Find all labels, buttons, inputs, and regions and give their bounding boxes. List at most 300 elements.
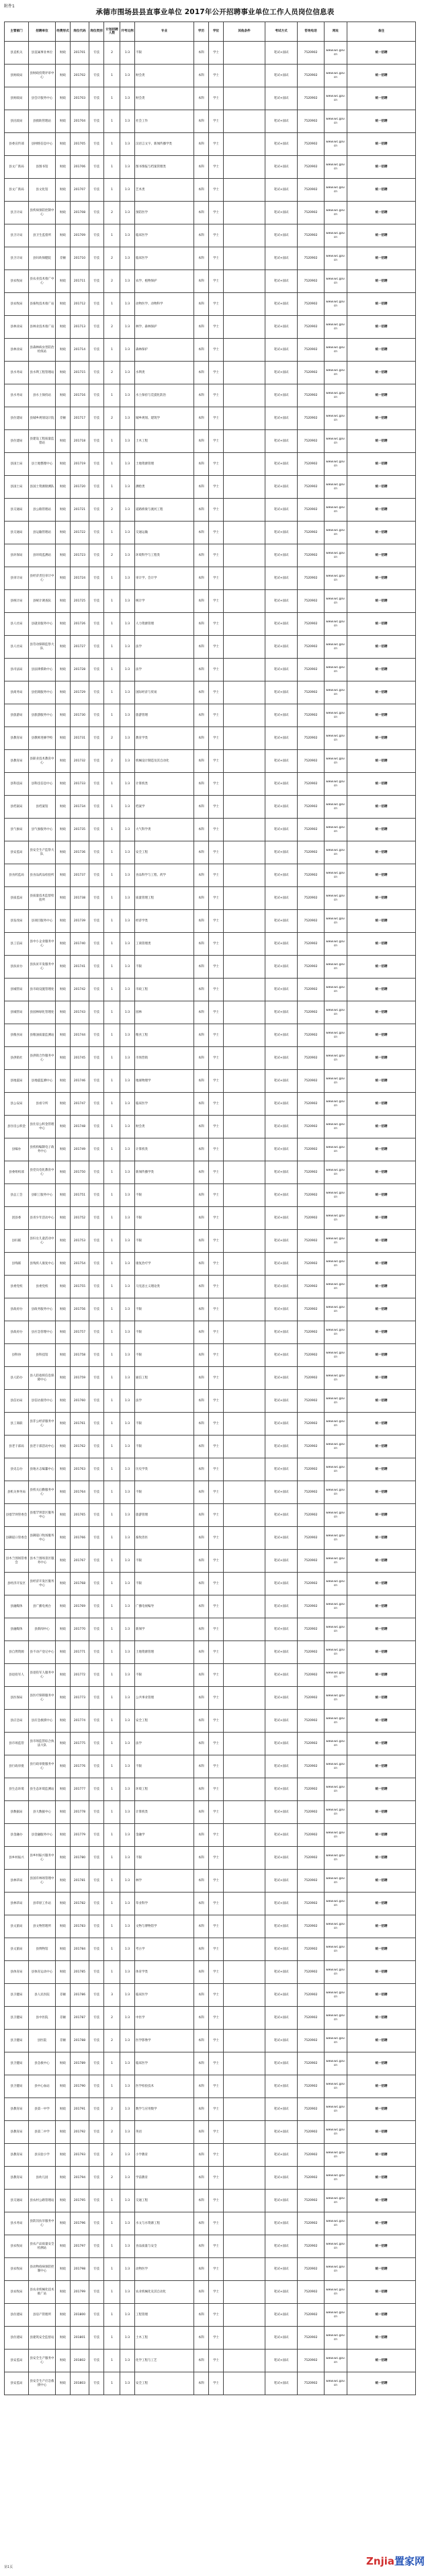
table-cell: 差额 xyxy=(56,407,71,430)
table-cell: 1 xyxy=(104,1961,120,1984)
table-row xyxy=(5,1230,416,1253)
table-cell: 1:3 xyxy=(120,1367,135,1390)
table-cell: 本科 xyxy=(194,384,209,407)
table-cell: 统一招聘 xyxy=(347,2167,416,2190)
table-cell: 学士 xyxy=(209,42,224,65)
table-cell: 学士 xyxy=(209,2258,224,2281)
table-cell xyxy=(224,522,265,544)
table-cell: 专技 xyxy=(89,42,104,65)
table-cell: 1:3 xyxy=(120,1344,135,1367)
table-cell: 本科 xyxy=(194,933,209,956)
table-cell: 财政 xyxy=(56,1664,71,1687)
table-cell: 县人社局 xyxy=(5,636,29,659)
table-cell: 1 xyxy=(104,1436,120,1458)
table-cell: 专技 xyxy=(89,1390,104,1413)
table-cell: 1:3 xyxy=(120,1184,135,1207)
table-cell: 201768 xyxy=(71,1573,89,1595)
table-cell: 县质量技术监督检验所 xyxy=(29,887,56,910)
table-cell: 统一招聘 xyxy=(347,87,416,110)
table-cell: 本科 xyxy=(194,750,209,773)
column-header: 学历 xyxy=(194,22,209,42)
table-cell: 财政 xyxy=(56,2098,71,2121)
table-cell: 7520902 xyxy=(298,2144,325,2167)
table-cell: 财政 xyxy=(56,1253,71,1276)
table-row xyxy=(5,2372,416,2395)
table-cell: 学士 xyxy=(209,1550,224,1573)
table-cell: 本科 xyxy=(194,293,209,316)
table-cell xyxy=(224,681,265,704)
table-cell: 统一招聘 xyxy=(347,1161,416,1184)
table-cell: 专技 xyxy=(89,567,104,590)
table-cell: 7520902 xyxy=(298,1550,325,1573)
table-cell: 7520902 xyxy=(298,1893,325,1915)
table-cell: 马克思主义理论类 xyxy=(135,1276,194,1298)
table-row xyxy=(5,133,416,156)
table-cell: 1:3 xyxy=(120,1024,135,1047)
table-cell: 县职工服务中心 xyxy=(29,1184,56,1207)
table-cell: 本科 xyxy=(194,1527,209,1550)
table-cell: 笔试+面试 xyxy=(265,430,298,453)
table-cell: 学士 xyxy=(209,247,224,270)
table-cell: 粮食工程 xyxy=(135,1024,194,1047)
table-cell: 1:3 xyxy=(120,1138,135,1161)
table-row xyxy=(5,2212,416,2235)
table-cell: 1:3 xyxy=(120,750,135,773)
table-cell: 专技 xyxy=(89,1801,104,1824)
table-cell: 1 xyxy=(104,1207,120,1230)
table-cell: 1:3 xyxy=(120,1915,135,1938)
table-cell xyxy=(224,1047,265,1070)
table-cell: 学士 xyxy=(209,270,224,293)
table-cell: 笔试+面试 xyxy=(265,1847,298,1870)
table-cell: 1 xyxy=(104,956,120,979)
table-row xyxy=(5,636,416,659)
table-cell xyxy=(224,1298,265,1321)
attachment-label: 附件1 xyxy=(4,4,15,9)
table-cell: 1:3 xyxy=(120,1458,135,1481)
table-row xyxy=(5,590,416,613)
table-cell: 7520902 xyxy=(298,522,325,544)
table-cell: 学士 xyxy=(209,1915,224,1938)
table-cell: 201751 xyxy=(71,1184,89,1207)
table-cell: 县安监局 xyxy=(5,841,29,864)
table-row xyxy=(5,887,416,910)
table-cell xyxy=(224,1801,265,1824)
table-cell: 专技 xyxy=(89,2098,104,2121)
table-cell: 专技 xyxy=(89,1961,104,1984)
table-cell: www.wc.gov.cn xyxy=(325,384,347,407)
table-cell: 学士 xyxy=(209,2190,224,2212)
table-cell: www.wc.gov.cn xyxy=(325,819,347,841)
table-cell: 统一招聘 xyxy=(347,1664,416,1687)
table-cell: 201762 xyxy=(71,1436,89,1458)
table-row xyxy=(5,1824,416,1847)
table-row xyxy=(5,1710,416,1733)
table-cell: 1:3 xyxy=(120,590,135,613)
table-cell: 统一招聘 xyxy=(347,1641,416,1664)
table-cell: 7520902 xyxy=(298,1915,325,1938)
table-row xyxy=(5,384,416,407)
table-cell: 财政 xyxy=(56,1573,71,1595)
table-cell: 1:3 xyxy=(120,1847,135,1870)
table-cell: 7520902 xyxy=(298,1573,325,1595)
table-cell: 统一招聘 xyxy=(347,1847,416,1870)
table-cell: 1 xyxy=(104,1938,120,1961)
table-cell: 201724 xyxy=(71,567,89,590)
table-cell: 7520902 xyxy=(298,2098,325,2121)
table-cell: 学士 xyxy=(209,1390,224,1413)
table-cell: 学士 xyxy=(209,681,224,704)
table-cell: 1 xyxy=(104,2281,120,2304)
table-cell: 统一招聘 xyxy=(347,1801,416,1824)
table-cell: 县人防指挥信息保障中心 xyxy=(29,1367,56,1390)
table-cell: 财政 xyxy=(56,1687,71,1710)
table-cell: 财政 xyxy=(56,522,71,544)
table-cell xyxy=(224,87,265,110)
table-cell xyxy=(224,1847,265,1870)
table-cell: 县动物疫病预防控制中心 xyxy=(29,2258,56,2281)
table-cell xyxy=(224,2007,265,2030)
table-cell: 2 xyxy=(104,407,120,430)
table-cell: www.wc.gov.cn xyxy=(325,681,347,704)
table-row xyxy=(5,864,416,887)
page-title: 承德市围场县县直事业单位 2017年公开招聘事业单位工作人员岗位信息表 xyxy=(95,8,335,16)
table-cell: 7520902 xyxy=(298,1778,325,1801)
table-cell: 7520902 xyxy=(298,1458,325,1481)
table-cell: 专技 xyxy=(89,1618,104,1641)
table-cell: 县公安局 xyxy=(5,1093,29,1116)
table-cell: 本科 xyxy=(194,1184,209,1207)
table-cell: 不限 xyxy=(135,1184,194,1207)
table-cell: 笔试+面试 xyxy=(265,2167,298,2190)
table-cell: 笔试+面试 xyxy=(265,1915,298,1938)
table-cell: 201735 xyxy=(71,819,89,841)
table-cell: 县农村公路管理站 xyxy=(29,2190,56,2212)
table-cell: 201777 xyxy=(71,1778,89,1801)
table-cell: 学士 xyxy=(209,476,224,499)
table-cell: 2 xyxy=(104,270,120,293)
table-cell: 本科 xyxy=(194,1595,209,1618)
table-cell: 不限 xyxy=(135,1573,194,1595)
table-cell: 2 xyxy=(104,2098,120,2121)
table-cell xyxy=(224,1664,265,1687)
table-cell: 1:3 xyxy=(120,567,135,590)
table-cell: 县退役军人 xyxy=(5,1664,29,1687)
table-cell: 笔试+面试 xyxy=(265,1595,298,1618)
table-cell: 统一招聘 xyxy=(347,1070,416,1093)
table-cell: 专技 xyxy=(89,1024,104,1047)
table-cell: www.wc.gov.cn xyxy=(325,613,347,636)
table-cell: 县科协 xyxy=(5,1344,29,1367)
table-cell: 县新闻中心 xyxy=(29,1618,56,1641)
table-cell: 专技 xyxy=(89,1870,104,1893)
table-cell: 学士 xyxy=(209,1001,224,1024)
table-cell: 财政 xyxy=(56,476,71,499)
table-cell: 7520902 xyxy=(298,1618,325,1641)
table-cell xyxy=(224,270,265,293)
table-cell: 本科 xyxy=(194,887,209,910)
table-cell: 1 xyxy=(104,1184,120,1207)
table-cell: 学士 xyxy=(209,1778,224,1801)
table-cell: 本科 xyxy=(194,796,209,819)
table-cell: 本科 xyxy=(194,773,209,796)
table-cell: 7520902 xyxy=(298,1230,325,1253)
table-cell: 统一招聘 xyxy=(347,933,416,956)
table-cell: 笔试+面试 xyxy=(265,1093,298,1116)
table-cell: 2 xyxy=(104,362,120,384)
table-cell: www.wc.gov.cn xyxy=(325,87,347,110)
table-cell: 县市场监管综合执法大队 xyxy=(29,1733,56,1755)
table-cell: 7520902 xyxy=(298,750,325,773)
table-cell: 本科 xyxy=(194,681,209,704)
table-cell: 机械设计制造及其自动化 xyxy=(135,750,194,773)
table-cell: www.wc.gov.cn xyxy=(325,1641,347,1664)
table-cell: 笔试+面试 xyxy=(265,2372,298,2395)
table-cell: 1 xyxy=(104,613,120,636)
table-cell: 专技 xyxy=(89,1276,104,1298)
table-cell: 7520902 xyxy=(298,110,325,133)
table-cell: 1:3 xyxy=(120,2098,135,2121)
table-cell: 1:3 xyxy=(120,87,135,110)
table-cell: 县商务局 xyxy=(5,681,29,704)
table-cell: 财政 xyxy=(56,1413,71,1436)
table-cell: 农业机械化及其自动化 xyxy=(135,2281,194,2304)
table-cell: 专技 xyxy=(89,384,104,407)
table-cell: 1 xyxy=(104,704,120,727)
table-cell: 市场营销 xyxy=(135,1047,194,1070)
table-cell xyxy=(224,316,265,339)
table-cell: 财政 xyxy=(56,1458,71,1481)
table-cell: 7520902 xyxy=(298,910,325,933)
table-cell: 1 xyxy=(104,2052,120,2075)
table-cell: 1 xyxy=(104,87,120,110)
table-cell: 财政 xyxy=(56,659,71,681)
table-cell: 专技 xyxy=(89,979,104,1001)
table-cell: www.wc.gov.cn xyxy=(325,1961,347,1984)
table-cell: 图书情报与档案管理类 xyxy=(135,156,194,179)
table-cell: 学士 xyxy=(209,1161,224,1184)
table-cell: 县旅游局 xyxy=(5,704,29,727)
table-cell: 统一招聘 xyxy=(347,1733,416,1755)
table-cell: 县民政局 xyxy=(5,110,29,133)
table-cell: 财政 xyxy=(56,567,71,590)
table-cell: 学士 xyxy=(209,2304,224,2327)
table-cell: 1 xyxy=(104,1915,120,1938)
table-cell xyxy=(224,1161,265,1184)
table-cell: 县住建局 xyxy=(5,407,29,430)
table-cell: 学士 xyxy=(209,1641,224,1664)
table-cell: 专技 xyxy=(89,750,104,773)
table-cell: 统一招聘 xyxy=(347,1938,416,1961)
table-cell: 县文广新局 xyxy=(5,179,29,202)
table-cell: 县政府办 xyxy=(5,1298,29,1321)
table-cell: 财政 xyxy=(56,133,71,156)
table-cell: 财政 xyxy=(56,270,71,293)
table-row xyxy=(5,156,416,179)
table-cell: 201728 xyxy=(71,659,89,681)
table-cell: 英语 xyxy=(135,2121,194,2144)
table-cell: 笔试+面试 xyxy=(265,956,298,979)
table-cell: 专技 xyxy=(89,1298,104,1321)
table-cell: 学士 xyxy=(209,2030,224,2052)
table-cell xyxy=(224,567,265,590)
table-cell: 中医学 xyxy=(135,2007,194,2030)
table-cell: 财政 xyxy=(56,2167,71,2190)
table-cell: 学士 xyxy=(209,2098,224,2121)
table-cell: 县人防办 xyxy=(5,1367,29,1390)
table-cell: 笔试+面试 xyxy=(265,1550,298,1573)
table-cell xyxy=(224,1481,265,1504)
table-cell: 财政 xyxy=(56,1710,71,1733)
table-cell: 7520902 xyxy=(298,293,325,316)
table-cell: 县扶贫开发服务中心 xyxy=(29,956,56,979)
table-cell: 笔试+面试 xyxy=(265,1641,298,1664)
table-cell: 县应急局 xyxy=(5,1710,29,1733)
table-cell: 1:3 xyxy=(120,1504,135,1527)
table-cell: 县森林病虫害防治检疫站 xyxy=(29,339,56,362)
table-cell: 统一招聘 xyxy=(347,681,416,704)
table-cell: 县急救中心 xyxy=(29,2052,56,2075)
table-cell: 7520902 xyxy=(298,1138,325,1161)
table-cell: 县卫生监督所 xyxy=(29,224,56,247)
table-cell xyxy=(224,659,265,681)
table-cell xyxy=(224,2235,265,2258)
table-cell: 县应急救援中心 xyxy=(29,1710,56,1733)
table-cell: 本科 xyxy=(194,42,209,65)
table-cell: 1 xyxy=(104,1367,120,1390)
table-cell xyxy=(224,1733,265,1755)
table-cell: 本科 xyxy=(194,2030,209,2052)
table-cell xyxy=(224,202,265,224)
table-cell: 笔试+面试 xyxy=(265,1413,298,1436)
table-cell: 1 xyxy=(104,1458,120,1481)
table-cell: 县文广新局 xyxy=(5,156,29,179)
table-cell xyxy=(224,1641,265,1664)
table-cell: 县工信局 xyxy=(5,933,29,956)
table-cell: 统一招聘 xyxy=(347,544,416,567)
table-cell: 201746 xyxy=(71,1070,89,1093)
table-cell: 专技 xyxy=(89,773,104,796)
table-cell: 县妇联 xyxy=(5,1230,29,1253)
table-row xyxy=(5,1321,416,1344)
table-cell: 201715 xyxy=(71,362,89,384)
table-cell: 县不动产登记中心 xyxy=(29,1641,56,1664)
table-cell: 县老干部活动中心 xyxy=(29,1436,56,1458)
table-cell: 201755 xyxy=(71,1276,89,1298)
table-cell: www.wc.gov.cn xyxy=(325,1138,347,1161)
table-cell: 201748 xyxy=(71,1116,89,1138)
table-cell: 笔试+面试 xyxy=(265,339,298,362)
table-cell: 7520902 xyxy=(298,613,325,636)
table-cell: 统一招聘 xyxy=(347,1344,416,1367)
table-cell: 专技 xyxy=(89,1047,104,1070)
table-cell xyxy=(224,1573,265,1595)
table-cell: 学士 xyxy=(209,1047,224,1070)
table-cell: 财政 xyxy=(56,704,71,727)
table-cell: www.wc.gov.cn xyxy=(325,1755,347,1778)
table-cell: 国际经济与贸易 xyxy=(135,681,194,704)
table-cell: 1 xyxy=(104,1481,120,1504)
table-cell: 县国有林场管理中心 xyxy=(29,1870,56,1893)
watermark-sub: 置家网 xyxy=(394,2555,425,2567)
table-cell: 201780 xyxy=(71,1847,89,1870)
table-cell: 笔试+面试 xyxy=(265,1001,298,1024)
table-cell: 201764 xyxy=(71,1481,89,1504)
table-cell: 县统计局 xyxy=(5,590,29,613)
table-cell: 县经济责任审计中心 xyxy=(29,567,56,590)
table-cell: 201736 xyxy=(71,841,89,864)
table-cell: 学士 xyxy=(209,2235,224,2258)
table-cell: 县教育局 xyxy=(5,727,29,750)
table-cell: 专技 xyxy=(89,476,104,499)
table-cell: www.wc.gov.cn xyxy=(325,1344,347,1367)
table-cell: 201730 xyxy=(71,704,89,727)
table-cell: 笔试+面试 xyxy=(265,1070,298,1093)
table-cell: 县塞罕坝管委会 xyxy=(5,1504,29,1527)
table-cell: www.wc.gov.cn xyxy=(325,1047,347,1070)
table-cell: 201779 xyxy=(71,1824,89,1847)
table-cell: 本科 xyxy=(194,247,209,270)
table-cell xyxy=(224,1710,265,1733)
table-cell: 统一招聘 xyxy=(347,1573,416,1595)
table-row xyxy=(5,1847,416,1870)
table-cell: 县第一中学 xyxy=(29,2098,56,2121)
table-cell: 201782 xyxy=(71,1893,89,1915)
table-cell: 201774 xyxy=(71,1710,89,1733)
table-cell: 财政 xyxy=(56,1093,71,1116)
table-cell: 统一招聘 xyxy=(347,1390,416,1413)
table-cell: 笔试+面试 xyxy=(265,2052,298,2075)
table-cell: 统一招聘 xyxy=(347,1984,416,2007)
table-cell: 统一招聘 xyxy=(347,1230,416,1253)
table-cell: 1:3 xyxy=(120,316,135,339)
table-cell: 地球物理学 xyxy=(135,1070,194,1093)
table-cell: 1 xyxy=(104,2304,120,2327)
table-cell: 7520902 xyxy=(298,1710,325,1733)
table-cell: 专技 xyxy=(89,1161,104,1184)
table-cell: www.wc.gov.cn xyxy=(325,2235,347,2258)
table-cell: 专技 xyxy=(89,1641,104,1664)
table-cell: 201789 xyxy=(71,2052,89,2075)
table-cell: 201712 xyxy=(71,293,89,316)
table-cell: 统一招聘 xyxy=(347,2075,416,2098)
table-cell: 统一招聘 xyxy=(347,1915,416,1938)
table-cell: 专技 xyxy=(89,362,104,384)
table-cell: 1:3 xyxy=(120,1710,135,1733)
table-cell: 7520902 xyxy=(298,499,325,522)
table-cell: 7520902 xyxy=(298,1070,325,1093)
table-cell: 本科 xyxy=(194,2167,209,2190)
table-cell: 笔试+面试 xyxy=(265,1504,298,1527)
table-cell: 专技 xyxy=(89,1527,104,1550)
table-cell: 县就业服务中心 xyxy=(29,613,56,636)
table-cell: 1:3 xyxy=(120,2281,135,2304)
table-cell: 财政 xyxy=(56,2281,71,2304)
table-cell: 本科 xyxy=(194,1618,209,1641)
table-cell: 笔试+面试 xyxy=(265,42,298,65)
table-cell xyxy=(224,1001,265,1024)
table-cell: 本科 xyxy=(194,2212,209,2235)
table-cell: 学士 xyxy=(209,1755,224,1778)
table-cell: 财政 xyxy=(56,2327,71,2350)
table-cell: 学士 xyxy=(209,1184,224,1207)
table-cell: 7520902 xyxy=(298,1687,325,1710)
table-cell: www.wc.gov.cn xyxy=(325,1687,347,1710)
table-cell: 1 xyxy=(104,887,120,910)
table-cell: 1:3 xyxy=(120,1276,135,1298)
table-cell: 县项目服务中心 xyxy=(29,910,56,933)
table-cell xyxy=(224,956,265,979)
